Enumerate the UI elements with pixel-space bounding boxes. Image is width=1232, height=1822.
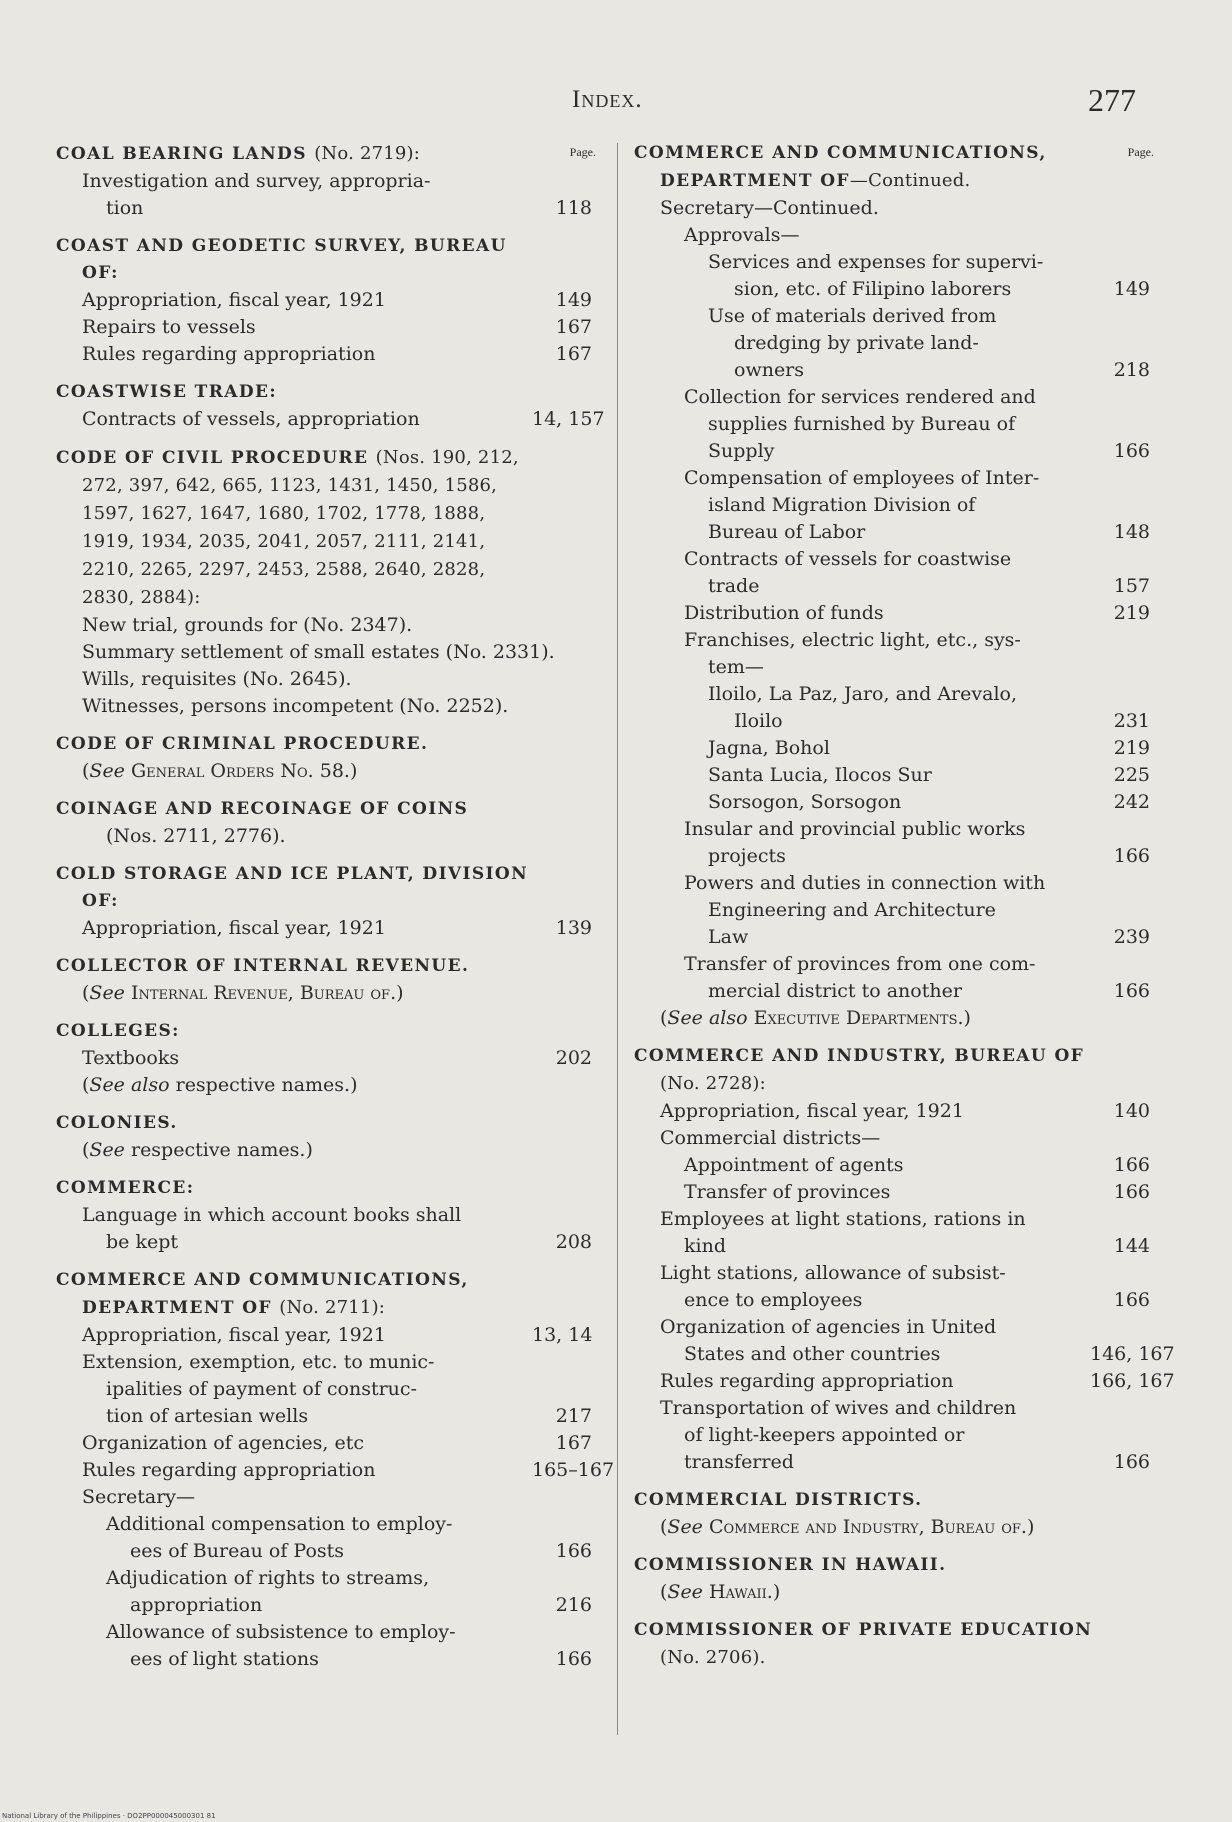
subentry: Appropriation, fiscal year, 1921 140 [660,1100,1150,1122]
see-reference: (See Internal Revenue, Bureau of.) [82,982,404,1004]
running-title: Index. [572,86,643,113]
subentry: Summary settlement of small estates (No. 2331). [82,641,555,663]
entry-heading: COMMERCE: [56,1178,195,1198]
index-entry [56,1175,596,1256]
subentry: of light-keepers appointed or [684,1424,965,1446]
subentry: Jagna, Bohol 219 [708,737,1150,759]
subentry: tion 118 [106,197,592,219]
subentry: Engineering and Architecture [708,899,996,921]
subentry: Additional compensation to employ- [106,1513,453,1535]
subentry: projects 166 [708,845,1150,867]
entry-heading: COAL BEARING LANDS (No. 2719): [56,143,421,164]
see-reference: (See also respective names.) [82,1074,358,1096]
entry-heading: COMMERCIAL DISTRICTS. [634,1490,923,1510]
entry-heading: COMMERCE AND COMMUNICATIONS, DEPARTMENT OF—Continued. [634,143,1047,191]
see-reference: (See also Executive Departments.) [660,1007,971,1029]
subentry: Witnesses, persons incompetent (No. 2252). [82,695,509,717]
subentry: Textbooks 202 [82,1047,592,1069]
entry-heading: CODE OF CIVIL PROCEDURE (Nos. 190, 212, 272, 397, 642, 665, 1123, 1431, 1450, 1586, 1597, 1627, 1647, 1680, 1702, 1778, 1888, 1919, 1934, 2035, 2041, 2057, 2111, 2141, 2210, 2265, 2297, 2453, 2588, 2640, 2828, 2830, 2884): [56,447,519,608]
subentry: Transportation of wives and children [660,1397,1017,1419]
subentry: Bureau of Labor 148 [708,521,1150,543]
subentry: Contracts of vessels, appropriation 14, 157 [82,408,605,430]
see-reference: (See General Orders No. 58.) [82,760,358,782]
page-col-label-right: Page. [1127,145,1154,159]
subentry: New trial, grounds for (No. 2347). [82,614,413,636]
index-entry [56,444,596,720]
index-entry [56,1267,615,1673]
subentry: Powers and duties in connection with [684,872,1046,894]
subentry: Contracts of vessels for coastwise [684,548,1012,570]
subentry: supplies furnished by Bureau of [708,413,1016,435]
subentry: Extension, exemption, etc. to munic- [82,1351,435,1373]
index-entry [56,1018,596,1099]
index-entry [56,861,596,942]
subentry: Transfer of provinces 166 [684,1181,1150,1203]
subentry: Supply 166 [708,440,1150,462]
subentry: Rules regarding appropriation 165–167 [82,1459,615,1481]
subentry: Franchises, electric light, etc., sys- [684,629,1021,651]
subentry: ipalities of payment of construc- [106,1378,417,1400]
subentry: appropriation 216 [130,1594,592,1616]
page-col-label-left: Page. [569,145,596,159]
entry-heading: COMMERCE AND INDUSTRY, BUREAU OF (No. 2728): [634,1046,1085,1094]
subentry: Investigation and survey, appropria- [82,170,431,192]
index-entry [56,953,596,1007]
index-entry [634,140,1154,1032]
see-reference: (See Hawaii.) [660,1581,781,1603]
subentry: Secretary— [82,1486,196,1508]
subentry: Organization of agencies, etc 167 [82,1432,592,1454]
subentry: Commercial districts— [660,1127,881,1149]
page-number: 277 [1088,82,1136,118]
subentry: States and other countries 146, 167 [684,1343,1175,1365]
entry-heading: COLD STORAGE AND ICE PLANT, DIVISION OF: [56,864,529,911]
subentry: Santa Lucia, Ilocos Sur 225 [708,764,1150,786]
subentry: Wills, requisites (No. 2645). [82,668,352,690]
index-entry [56,731,596,785]
subentry: Distribution of funds 219 [684,602,1150,624]
subentry: mercial district to another 166 [708,980,1150,1002]
index-entry [56,796,596,850]
subentry: Organization of agencies in United [660,1316,997,1338]
subentry: Repairs to vessels 167 [82,316,592,338]
subentry: tem— [708,656,764,678]
index-entry [56,1110,596,1164]
entry-heading: COLONIES. [56,1113,178,1133]
subentry: Iloilo 231 [734,710,1150,732]
subentry: Services and expenses for supervi- [708,251,1044,273]
subentry: be kept 208 [106,1231,592,1253]
column-divider [617,143,618,1735]
subentry: Light stations, allowance of subsist- [660,1262,1006,1284]
entry-heading: COLLEGES: [56,1021,180,1041]
subentry: Appointment of agents 166 [684,1154,1150,1176]
index-entry [634,1617,1154,1672]
subentry: sion, etc. of Filipino laborers 149 [734,278,1150,300]
subentry: Appropriation, fiscal year, 1921 139 [82,917,592,939]
subentry: Use of materials derived from [708,305,997,327]
subentry: transferred 166 [684,1451,1150,1473]
library-stamp: National Library of the Philippines · DO2PP000045000301 81 [2,1812,216,1820]
subentry: Appropriation, fiscal year, 1921 13, 14 [82,1324,593,1346]
entry-heading: COMMISSIONER OF PRIVATE EDUCATION (No. 2706). [634,1620,1093,1668]
entry-heading: COLLECTOR OF INTERNAL REVENUE. [56,956,470,976]
subentry: tion of artesian wells 217 [106,1405,592,1427]
entry-heading: COINAGE AND RECOINAGE OF COINS [56,799,469,819]
page-header [0,82,1232,126]
subentry: Insular and provincial public works [684,818,1026,840]
right-column [634,140,1175,1683]
subentry: Iloilo, La Paz, Jaro, and Arevalo, [708,683,1018,705]
subentry: ence to employees 166 [684,1289,1150,1311]
left-column [56,140,615,1684]
subentry: Employees at light stations, rations in [660,1208,1026,1230]
subentry: Compensation of employees of Inter- [684,467,1040,489]
subentry: Collection for services rendered and [684,386,1036,408]
act-numbers: (Nos. 2711, 2776). [106,825,286,847]
subentry: trade 157 [708,575,1150,597]
subentry: Rules regarding appropriation 167 [82,343,592,365]
see-reference: (See Commerce and Industry, Bureau of.) [660,1516,1035,1538]
index-entry [634,1487,1154,1541]
see-reference: (See respective names.) [82,1139,313,1161]
index-entry [56,233,596,368]
entry-heading: COMMISSIONER IN HAWAII. [634,1555,947,1575]
subentry: Secretary—Continued. [660,197,879,219]
index-entry [634,1043,1175,1476]
index-entry [56,379,605,433]
subentry: Appropriation, fiscal year, 1921 149 [82,289,592,311]
subentry: island Migration Division of [708,494,976,516]
subentry: kind 144 [684,1235,1150,1257]
subentry: Transfer of provinces from one com- [684,953,1036,975]
subentry: Rules regarding appropriation 166, 167 [660,1370,1175,1392]
entry-heading: COAST AND GEODETIC SURVEY, BUREAU OF: [56,236,507,283]
index-entry [634,1552,1154,1606]
subentry: Sorsogon, Sorsogon 242 [708,791,1150,813]
entry-heading: CODE OF CRIMINAL PROCEDURE. [56,734,429,754]
subentry: dredging by private land- [734,332,979,354]
subentry: ees of Bureau of Posts 166 [130,1540,592,1562]
subentry: Language in which account books shall [82,1204,462,1226]
subentry: Approvals— [684,224,800,246]
subentry: Adjudication of rights to streams, [106,1567,430,1589]
entry-heading: COMMERCE AND COMMUNICATIONS, DEPARTMENT OF (No. 2711): [56,1270,469,1318]
index-entry [56,140,596,222]
subentry: Law 239 [708,926,1150,948]
entry-heading: COASTWISE TRADE: [56,382,277,402]
subentry: ees of light stations 166 [130,1648,592,1670]
subentry: Allowance of subsistence to employ- [106,1621,456,1643]
subentry: owners 218 [734,359,1150,381]
